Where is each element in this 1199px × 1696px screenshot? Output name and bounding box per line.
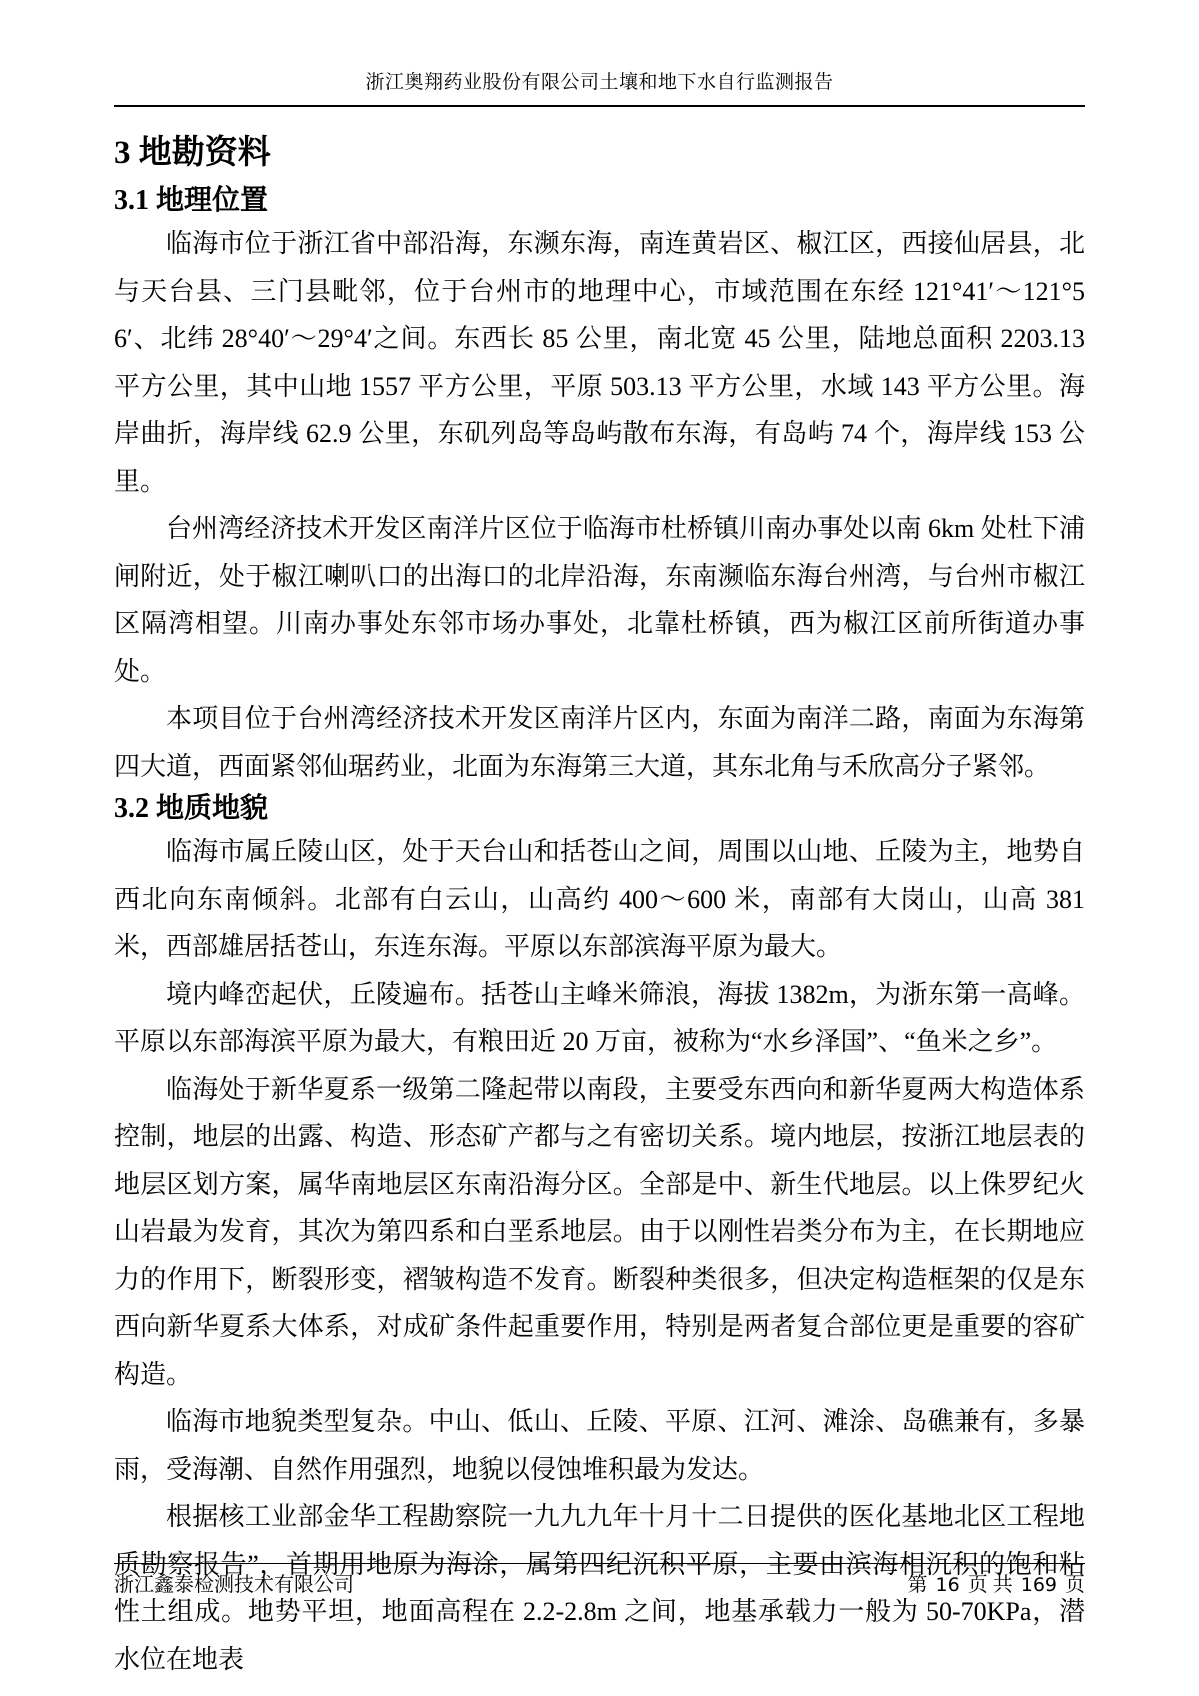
paragraph-geography-1: 临海市位于浙江省中部沿海，东濒东海，南连黄岩区、椒江区，西接仙居县，北与天台县、三门县毗邻，位于台州市的地理中心，市域范围在东经 121°41′～121°56′、北纬 28°40′～29°4′之间。东西长 85 公里，南北宽 45 公里，陆地总面积 2203.13 平方公里，其中山地 1557 平方公里，平原 503.13 平方公里，水域 143 平方公里。海岸曲折，海岸线 62.9 公里，东矶列岛等岛屿散布东海，有岛屿 74 个，海岸线 153 公里。 <box>114 229 1085 496</box>
chapter-title: 3 地勘资料 <box>114 135 271 171</box>
page-indicator-suffix: 页 <box>1065 1574 1085 1596</box>
paragraph-geography-3: 本项目位于台州湾经济技术开发区南洋片区内，东面为南洋二路，南面为东海第四大道，西面紧邻仙琚药业，北面为东海第三大道，其东北角与禾欣高分子紧邻。 <box>114 704 1085 781</box>
footer-company-name: 浙江鑫泰检测技术有限公司 <box>114 1574 354 1596</box>
paragraph-geography-2: 台州湾经济技术开发区南洋片区位于临海市杜桥镇川南办事处以南 6km 处杜下浦闸附近，处于椒江喇叭口的出海口的北岸沿海，东南濒临东海台州湾，与台州市椒江区隔湾相望。川南办事处东邻市场办事处，北靠杜桥镇，西为椒江区前所街道办事处。 <box>114 514 1085 686</box>
page-footer <box>114 1563 1085 1597</box>
page-indicator-prefix: 第 <box>907 1574 928 1596</box>
paragraph-geology-2: 境内峰峦起伏，丘陵遍布。括苍山主峰米筛浪，海拔 1382m，为浙东第一高峰。平原以东部海滨平原为最大，有粮田近 20 万亩，被称为“水乡泽国”、“鱼米之乡”。 <box>114 979 1085 1056</box>
document-body <box>114 133 1085 1683</box>
paragraph-geology-4: 临海市地貌类型复杂。中山、低山、丘陵、平原、江河、滩涂、岛礁兼有，多暴雨，受海潮、自然作用强烈，地貌以侵蚀堆积最为发达。 <box>114 1407 1085 1484</box>
page-header <box>114 0 1085 107</box>
paragraph-geology-1: 临海市属丘陵山区，处于天台山和括苍山之间，周围以山地、丘陵为主，地势自西北向东南倾斜。北部有白云山，山高约 400～600 米，南部有大岗山，山高 381 米，西部雄居括苍山，东连东海。平原以东部滨海平原为最大。 <box>114 837 1085 961</box>
section-heading-3-1: 3.1 地理位置 <box>114 185 269 216</box>
running-header-title: 浙江奥翔药业股份有限公司土壤和地下水自行监测报告 <box>114 72 1085 107</box>
paragraph-geology-3: 临海处于新华夏系一级第二隆起带以南段，主要受东西向和新华夏两大构造体系控制，地层的出露、构造、形态矿产都与之有密切关系。境内地层，按浙江地层表的地层区划方案，属华南地层区东南沿海分区。全部是中、新生代地层。以上侏罗纪火山岩最为发育，其次为第四系和白垩系地层。由于以刚性岩类分布为主，在长期地应力的作用下，断裂形变，褶皱构造不发育。断裂种类很多，但决定构造框架的仅是东西向新华夏系大体系，对成矿条件起重要作用，特别是两者复合部位更是重要的容矿构造。 <box>114 1074 1085 1389</box>
page-indicator <box>908 1573 1085 1597</box>
total-page-count: 169 <box>1020 1574 1057 1596</box>
section-heading-3-2: 3.2 地质地貌 <box>114 793 269 824</box>
current-page-number: 16 <box>935 1574 960 1596</box>
page-indicator-middle: 页 共 <box>967 1574 1013 1596</box>
paragraph-geology-5: 根据核工业部金华工程勘察院一九九九年十月十二日提供的医化基地北区工程地质勘察报告”，首期用地原为海涂，属第四纪沉积平原，主要由滨海相沉积的饱和粘性土组成。地势平坦，地面高程在 2.2-2.8m 之间，地基承载力一般为 50-70KPa，潜水位在地表 <box>114 1502 1085 1674</box>
